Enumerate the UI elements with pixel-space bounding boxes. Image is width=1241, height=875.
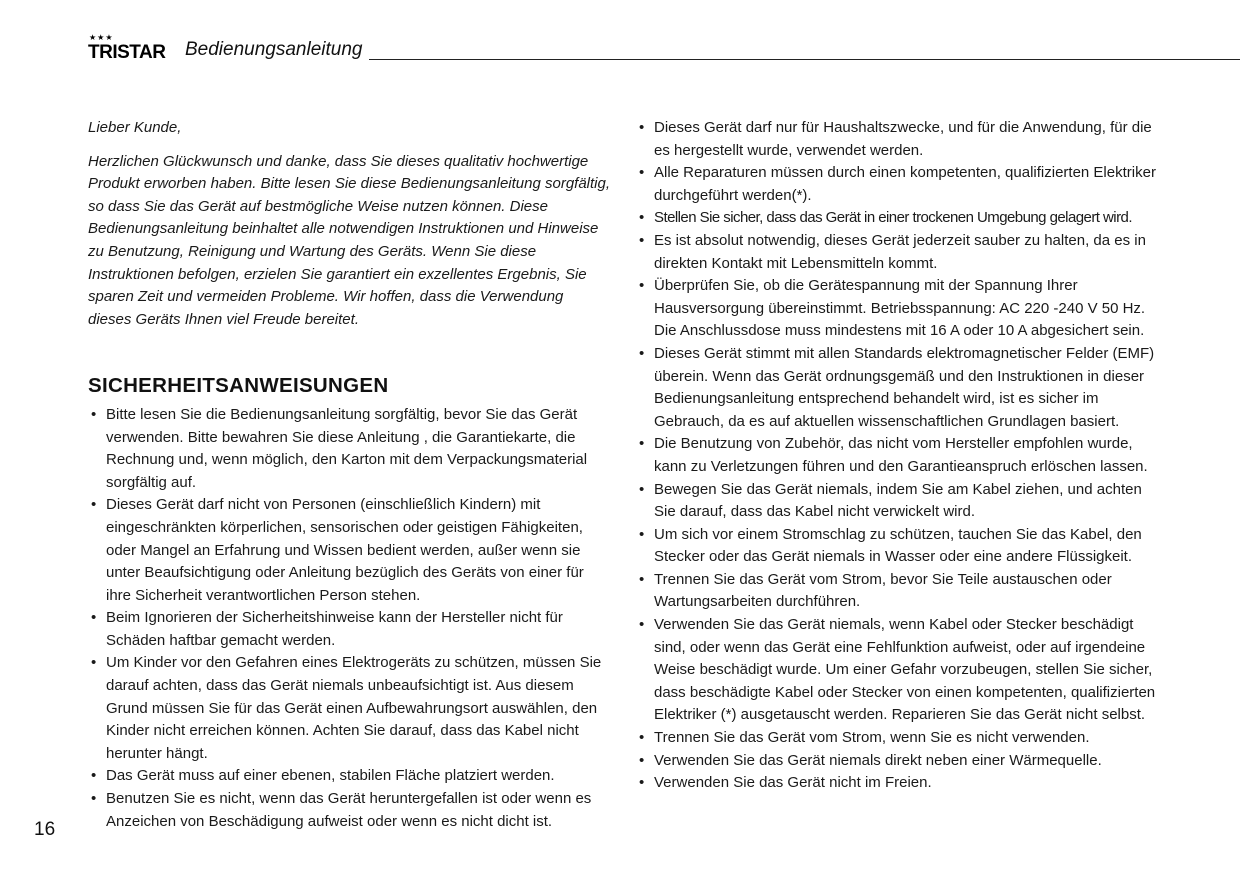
list-item: • Dieses Gerät darf nicht von Personen (einschließlich Kindern) mit eingeschränkten körperlichen, sensorischen oder geistigen Fähigkeiten, oder Mangel an Erfahrung und Wissen bedient werden, außer wenn sie unter Beaufsichtigung oder Anleitung bezüglich des Geräts von einer für ihre Sicherheit verantwortlichen Person stehen. <box>88 494 610 607</box>
list-item: • Benutzen Sie es nicht, wenn das Gerät heruntergefallen ist oder wenn es Anzeichen von Beschädigung aufweist oder wenn es nicht dicht ist. <box>88 788 610 833</box>
list-item: • Stellen Sie sicher, dass das Gerät in einer trockenen Umgebung gelagert wird. <box>636 207 1156 230</box>
list-item: • Überprüfen Sie, ob die Gerätespannung mit der Spannung Ihrer Hausversorgung übereinstimmt. Betriebsspannung: AC 220 -240 V 50 Hz. Die Anschlussdose muss mindestens mit 16 A oder 10 A abgesichert sein. <box>636 275 1156 343</box>
list-item: • Das Gerät muss auf einer ebenen, stabilen Fläche platziert werden. <box>88 765 610 788</box>
section-heading: SICHERHEITSANWEISUNGEN <box>88 374 389 398</box>
list-item: • Die Benutzung von Zubehör, das nicht vom Hersteller empfohlen wurde, kann zu Verletzungen führen und den Garantieanspruch erlöschen lassen. <box>636 433 1156 478</box>
left-column <box>88 117 610 833</box>
list-item: • Verwenden Sie das Gerät niemals direkt neben einer Wärmequelle. <box>636 750 1156 773</box>
page-number: 16 <box>34 819 56 840</box>
intro-paragraph: Herzlichen Glückwunsch und danke, dass Sie dieses qualitativ hochwertige Produkt erworben haben. Bitte lesen Sie diese Bedienungsanleitung sorgfältig, so dass Sie das Gerät auf bestmögliche Weise nutzen können. Diese Bedienungsanleitung beinhaltet alle notwendigen Instruktionen und Hinweise zu Benutzung, Reinigung und Wartung des Geräts. Wenn Sie diese Instruktionen befolgen, erzielen Sie garantiert ein exzellentes Ergebnis, Sie sparen Zeit und vermeiden Probleme. Wir hoffen, dass die Verwendung dieses Geräts Ihnen viel Freude bereitet. <box>88 152 611 328</box>
intro-greeting: Lieber Kunde, <box>88 119 182 136</box>
list-item: • Verwenden Sie das Gerät niemals, wenn Kabel oder Stecker beschädigt sind, oder wenn das Gerät eine Fehlfunktion aufweist, oder auf irgendeine Weise beschädigt wurde. Um einer Gefahr vorzubeugen, stellen Sie sicher, dass beschädigte Kabel oder Stecker von einen kompetenten, qualifizierten Elektriker (*) ausgetauscht werden. Reparieren Sie das Gerät nicht selbst. <box>636 614 1156 727</box>
list-item: • Verwenden Sie das Gerät nicht im Freien. <box>636 772 1156 795</box>
safety-list-left <box>88 404 610 833</box>
list-item: • Dieses Gerät stimmt mit allen Standards elektromagnetischer Felder (EMF) überein. Wenn das Gerät ordnungsgemäß und den Instruktionen in dieser Bedienungsanleitung entsprechend behandelt wird, ist es sicher im Gebrauch, da es auf aktuellen wissenschaftlichen Grundlagen basiert. <box>636 343 1156 433</box>
list-item: • Bitte lesen Sie die Bedienungsanleitung sorgfältig, bevor Sie das Gerät verwenden. Bitte bewahren Sie diese Anleitung , die Garantiekarte, die Rechnung und, wenn möglich, den Karton mit dem Verpackungsmaterial sorgfältig auf. <box>88 404 610 494</box>
safety-list-right <box>636 117 1156 795</box>
right-column <box>636 117 1156 795</box>
logo-stars-icon: ★★★ <box>89 33 114 42</box>
list-item: • Dieses Gerät darf nur für Haushaltszwecke, und für die Anwendung, für die es hergestellt wurde, verwendet werden. <box>636 117 1156 162</box>
list-item: • Alle Reparaturen müssen durch einen kompetenten, qualifizierten Elektriker durchgeführt werden(*). <box>636 162 1156 207</box>
list-item: • Beim Ignorieren der Sicherheitshinweise kann der Hersteller nicht für Schäden haftbar gemacht werden. <box>88 607 610 652</box>
page-header <box>88 34 1240 64</box>
list-item: • Bewegen Sie das Gerät niemals, indem Sie am Kabel ziehen, und achten Sie darauf, dass das Kabel nicht verwickelt wird. <box>636 479 1156 524</box>
list-item: • Um Kinder vor den Gefahren eines Elektrogeräts zu schützen, müssen Sie darauf achten, dass das Gerät niemals unbeaufsichtigt ist. Aus diesem Grund müssen Sie für das Gerät einen Aufbewahrungsort auswählen, den Kinder nicht erreichen können. Achten Sie darauf, dass das Kabel nicht herunter hängt. <box>88 652 610 765</box>
list-item: • Trennen Sie das Gerät vom Strom, bevor Sie Teile austauschen oder Wartungsarbeiten durchführen. <box>636 569 1156 614</box>
document-title: Bedienungsanleitung <box>185 39 363 60</box>
intro <box>88 117 610 331</box>
list-item: • Es ist absolut notwendig, dieses Gerät jederzeit sauber zu halten, da es in direkten Kontakt mit Lebensmitteln kommt. <box>636 230 1156 275</box>
tristar-logo <box>88 33 180 63</box>
list-item: • Trennen Sie das Gerät vom Strom, wenn Sie es nicht verwenden. <box>636 727 1156 750</box>
header-rule <box>369 59 1240 60</box>
list-item: • Um sich vor einem Stromschlag zu schützen, tauchen Sie das Kabel, den Stecker oder das Gerät niemals in Wasser oder eine andere Flüssigkeit. <box>636 524 1156 569</box>
logo-wordmark: TRISTAR <box>88 42 166 63</box>
